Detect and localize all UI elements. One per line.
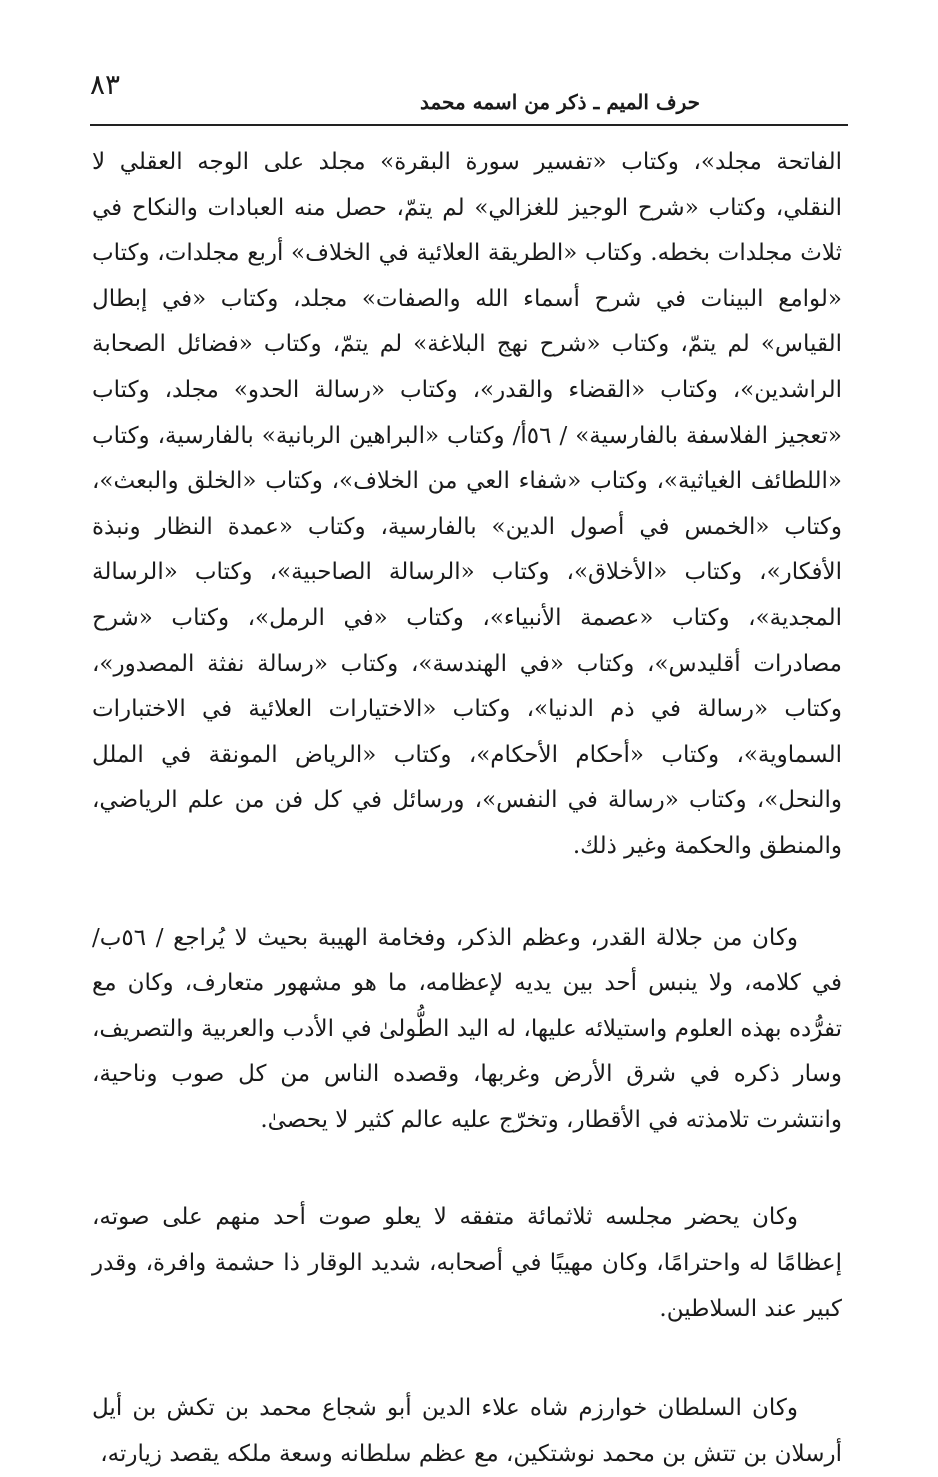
paragraph-council: وكان يحضر مجلسه ثلاثمائة متفقه لا يعلو صوت أحد منهم على صوته، إعظامًا له واحترامًا، وكان مهيبًا في أصحابه، شديد الوقار ذا حشمة وافرة، وقدر كبير عند السلاطين. (92, 1204, 842, 1322)
body-text (92, 140, 842, 1477)
paragraph-stature: وكان من جلالة القدر، وعظم الذكر، وفخامة الهيبة بحيث لا يُراجع / ٥٦ب/ في كلامه، ولا ينبس أحد بين يديه لإعظامه، ما هو مشهور متعارف، وكان مع تفرُّده بهذه العلوم واستيلائه عليها، له اليد الطُّولىٰ في الأدب والعربية والتصريف، وسار ذكره في شرق الأرض وغربها، وقصده الناس من كل صوب وناحية، وانتشرت تلامذته في الأقطار، وتخرّج عليه عالم كثير لا يحصىٰ. (92, 924, 842, 1133)
page-number: ٨٣ (90, 68, 121, 101)
paragraph-sultan: وكان السلطان خوارزم شاه علاء الدين أبو شجاع محمد بن تكش بن أيل أرسلان بن تتش بن محمد نوشتكين، مع عظم سلطانه وسعة ملكه يقصد زيارته، (92, 1395, 842, 1467)
paragraph-book-list: الفاتحة مجلد»، وكتاب «تفسير سورة البقرة» مجلد على الوجه العقلي لا النقلي، وكتاب «شرح الوجيز للغزالي» لم يتمّ، حصل منه العبادات والنكاح في ثلاث مجلدات بخطه. وكتاب «الطريقة العلائية في الخلاف» أربع مجلدات، وكتاب «لوامع البينات في شرح أسماء الله والصفات» مجلد، وكتاب «في إبطال القياس» لم يتمّ، وكتاب «شرح نهج البلاغة» لم يتمّ، وكتاب «فضائل الصحابة الراشدين»، وكتاب «القضاء والقدر»، وكتاب «رسالة الحدو» مجلد، وكتاب «تعجيز الفلاسفة بالفارسية» / ٥٦أ/ وكتاب «البراهين الربانية» بالفارسية، وكتاب «اللطائف الغياثية»، وكتاب «شفاء العي من الخلاف»، وكتاب «الخلق والبعث»، وكتاب «الخمس في أصول الدين» بالفارسية، وكتاب «عمدة النظار ونبذة الأفكار»، وكتاب «الأخلاق»، وكتاب «الرسالة الصاحبية»، وكتاب «الرسالة المجدية»، وكتاب «عصمة الأنبياء»، وكتاب «في الرمل»، وكتاب «شرح مصادرات أقليدس»، وكتاب «في الهندسة»، وكتاب «رسالة نفثة المصدور»، وكتاب «رسالة في ذم الدنيا»، وكتاب «الاختيارات العلائية في الاختبارات السماوية»، وكتاب «أحكام الأحكام»، وكتاب «الرياض المونقة في الملل والنحل»، وكتاب «رسالة في النفس»، ورسائل في كل فن من علم الرياضي، والمنطق والحكمة وغير ذلك. (92, 149, 842, 859)
page-header (90, 64, 848, 120)
header-rule (90, 124, 848, 126)
running-title: حرف الميم ـ ذكر من اسمه محمد (420, 90, 701, 114)
